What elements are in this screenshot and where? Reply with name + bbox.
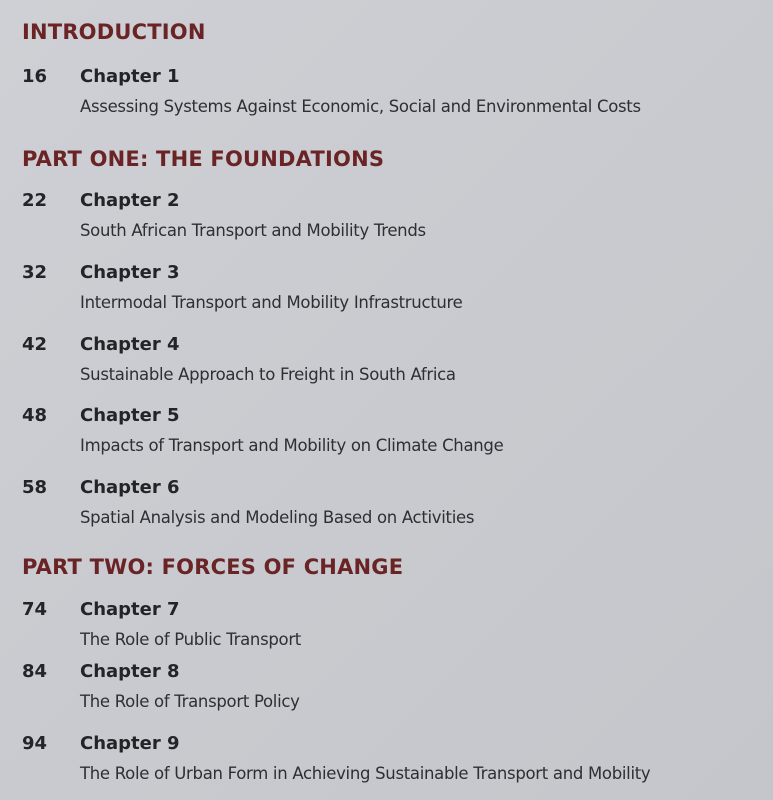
chapter-title: Sustainable Approach to Freight in South Africa — [80, 365, 456, 384]
chapter-label: Chapter 2 — [80, 190, 180, 211]
chapter-label: Chapter 9 — [80, 733, 180, 754]
page-number: 32 — [22, 262, 48, 283]
chapter-label: Chapter 5 — [80, 405, 180, 426]
chapter-label: Chapter 7 — [80, 599, 180, 620]
page-number: 84 — [22, 661, 48, 682]
chapter-title: The Role of Public Transport — [80, 630, 301, 649]
chapter-title: Impacts of Transport and Mobility on Climate Change — [80, 436, 504, 455]
chapter-title: Spatial Analysis and Modeling Based on Activities — [80, 508, 475, 527]
section-heading-part-two: PART TWO: FORCES OF CHANGE — [22, 555, 404, 579]
page-number: 48 — [22, 405, 48, 426]
chapter-title: The Role of Urban Form in Achieving Sustainable Transport and Mobility — [80, 764, 651, 783]
page-number: 94 — [22, 733, 48, 754]
chapter-title: South African Transport and Mobility Trends — [80, 221, 426, 240]
page-number: 22 — [22, 190, 48, 211]
page-number: 16 — [22, 66, 48, 87]
chapter-label: Chapter 4 — [80, 334, 180, 355]
chapter-label: Chapter 3 — [80, 262, 180, 283]
chapter-title: The Role of Transport Policy — [80, 692, 300, 711]
section-heading-introduction: INTRODUCTION — [22, 20, 206, 44]
chapter-title: Assessing Systems Against Economic, Social and Environmental Costs — [80, 97, 641, 116]
chapter-label: Chapter 8 — [80, 661, 180, 682]
chapter-label: Chapter 1 — [80, 66, 180, 87]
page-number: 42 — [22, 334, 48, 355]
section-heading-part-one: PART ONE: THE FOUNDATIONS — [22, 147, 385, 171]
chapter-title: Intermodal Transport and Mobility Infrastructure — [80, 293, 463, 312]
page-number: 74 — [22, 599, 48, 620]
chapter-label: Chapter 6 — [80, 477, 180, 498]
page-number: 58 — [22, 477, 48, 498]
